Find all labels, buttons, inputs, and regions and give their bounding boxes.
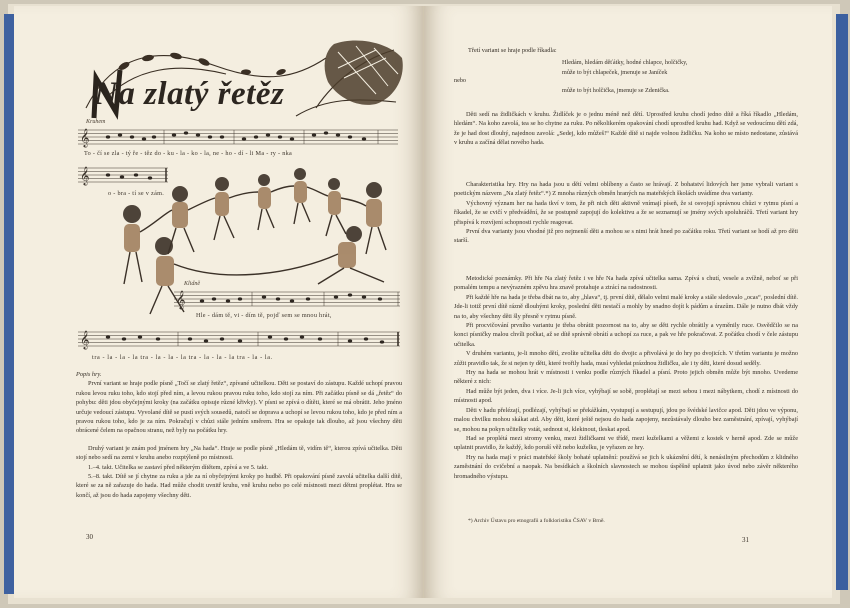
music-notation: [78, 126, 398, 148]
page-title: Na zlatý řetěz: [94, 76, 285, 112]
paragraph: Výchovný význam her na hada tkví v tom, že při nich děti aktivně vnímají píseň, že si osvojují správnou chůzi v rytmu písní a říkadel, že se cvičí v předvádění, že se postupně zapojují do kolektivu a že se seznamují se jmény svých spoluhráčů. Třetí variant hry přispívá k rozvíjení schopnosti rychle reagovat.: [454, 199, 798, 226]
paragraph: 1.–4. takt. Učitelka se zastaví před některým dítětem, zpívá a ve 5. takt.: [88, 463, 269, 471]
paragraph: První dva varianty jsou vhodné již pro nejmenší děti a mohou se s nimi hrát hned po začátku roku. Třetí variant se hodí až pro děti starší.: [454, 228, 798, 245]
right-page-text-top: [454, 110, 798, 148]
paragraph: Při procvičování prvního variantu je třeba obrátit pozornost na to, aby se děti rychle obrátily a vyměnily ruce. Osvědčilo se na konci písničky malou chvíli počkat, až se dítě správně obrátí a uchopí za ruce, a pak ve hře pokračovat. Z počátku chodí v čele zástupu učitelka.: [454, 322, 798, 348]
tempo-mark-2: Klidně: [184, 281, 200, 287]
right-page: [424, 6, 832, 598]
tempo-mark: Kruhem: [86, 119, 106, 125]
paragraph: První variant se hraje podle písně „Točí se zlatý řetěz“, zpívané učitelkou. Děti se postaví do zástupu. Každé uchopí pravou rukou levou ruku toho, kdo stojí před ním, a levou rukou pravou ruku toho, kdo stojí za ním. Při začátku písně se dá „řetěz“ do pohybu: děti jdou obyčejnými kroky (na začátku opisuje různé křivky). V písni se zpívá o dítěti, které se má obrátit. Jeho jméno určuje vedoucí zástupu. Vyvolané dítě se pustí svých sousedů, natočí se doprava a uchopí se levou rukou toho, kdo je před ním a pravou rukou toho, kdo je za ním. Pokračují v chůzi stále jedním směrem. Hra se opakuje tak dlouho, až jsou všechny děti obrácené čelem na opačnou stranu, než byly na počátku hry.: [76, 380, 402, 435]
rhyme-verse: [562, 58, 782, 77]
book-cover-right-edge: [836, 14, 848, 590]
left-page-text: [76, 370, 402, 500]
svg-text:𝄞: 𝄞: [176, 290, 186, 309]
paragraph: Děti v hadu přelézají, podlézají, vyhýbají se překážkám, vystupují a sestupují, jdou po švédské lavičce apod. Děti jdou ve výponu, malou chvilku mohou skákat atd. Aby děti, které ještě nejsou do hada zapojeny, nezůstávaly dlouho bez zaměstnání, zpívají, vyhýbají se, mohou na pokyn učitelky vstát, sednout si, klekinout, tleskat apod.: [454, 406, 798, 433]
footnote: *) Archiv Ústavu pro etnografii a folkloristiku ČSAV v Brně.: [468, 518, 605, 524]
svg-text:𝄞: 𝄞: [80, 330, 90, 349]
music-staff-3: [174, 281, 400, 310]
music-staff-1: [78, 119, 398, 148]
paragraph: Při každé hře na hada je třeba dbát na to, aby „hlava“, tj. první dítě, dělalo velmi malé kroky a stále sledovalo „ocas“, poslední dítě. Jde-li totiž první dítě rázně dlouhými kroky, poslední děti nestačí a mohly by snadno dojít k pádům a úrazům. Dále je nutno dbát vždy na to, aby všechny děti šly přesně v rytmu písně.: [454, 293, 798, 320]
paragraph: Metodické poznámky. Při hře Na zlatý řetěz i ve hře Na hada zpívá učitelka sama. Zpívá s chutí, vesele a zvížně, neboť se při pomalém tempu a nevýrazném zpěvu hra znavě protahuje a ztrácí na radostnosti.: [454, 275, 798, 292]
svg-text:𝄞: 𝄞: [80, 128, 90, 147]
music-notation: [78, 328, 400, 350]
verse-or: nebo: [454, 77, 467, 84]
right-intro: [468, 46, 788, 55]
right-page-text-middle: [454, 180, 798, 246]
right-page-text-bottom: [454, 274, 798, 481]
svg-text:𝄞: 𝄞: [80, 166, 90, 185]
lyrics-line-4: tra - la - la - la tra - la - la - la tra - la - la - la tra - la - la.: [92, 354, 273, 361]
lyrics-line-1: To - čí se zla - tý ře - těz do - ku - la - ko - la, ne - ho - dí - li Ma - ry - nka: [84, 150, 293, 157]
lyrics-line-3: Hle - dám tě, vi - dím tě, pojď sem se mnou hrát,: [196, 312, 332, 319]
page-number-left: 30: [86, 533, 93, 541]
paragraph: Had může být jeden, dva i více. Je-li jich více, vyhýbají se sobě, proplétají se mezi sebou i mezi nábytkem, chodí z místnosti do místnosti apod.: [454, 387, 798, 405]
page-number-right: 31: [742, 536, 749, 544]
section-heading: Popis hry.: [76, 371, 102, 378]
paragraph: Děti sedí na židličkách v kruhu. Židlíček je o jednu méně než dětí. Uprostřed kruhu chodí jedno dítě a říká říkadlo „Hledám, hledám“. Na koho zavolá, tea se ho chytne za ruku. Po několikerém opakování chodí uprostřed kruhu had. Když se vedoucímu dětí zdá, že je had dost dlouhý, najednou zavolá: „Sedej, kdo můžeš!“ Každé dítě si najde volnou židličku. Na koho se místo nedostane, zůstává v kruhu a začíná dělat nového hada.: [454, 111, 798, 147]
paragraph: Hry na hada mají v práci mateřské školy bohaté uplatnění: používá se jich k ukáznění dětí, k nenásilným přechodům z klidného zaměstnání do cvičební a naopak. Na besídkách a školních slavnostech se mohou úspěšně uplatnit jako úvod nebo závěr některého hromadného výstupu.: [454, 453, 798, 480]
verse-line: může to být chlapeček, jmenuje se Janíček: [562, 68, 668, 76]
paragraph: Hry na hada se mohou hrát v místnosti i venku podle různých říkadel a písní. Proto jejich obměn může být mnoho. Uvedeme některé z nich:: [454, 369, 798, 386]
lyrics-line-2: o - bra - tí se v zám.: [108, 190, 165, 197]
title-ornament: [76, 38, 406, 124]
paragraph: Třetí variant se hraje podle říkadla:: [468, 47, 557, 54]
verse-line: Hledám, hledám děťátky, hodné chlapce, holčičky,: [562, 59, 688, 66]
verse-line: může to být holčička, jmenuje se Zdenička.: [562, 87, 670, 94]
left-page: [14, 6, 424, 598]
paragraph: Charakteristika hry. Hry na hada jsou u dětí velmi oblíbeny a často se hrávají. Z bohatství lidových her jsme vybrali variant s poetickým názvem „Na zlatý řetěz“.*) Z mnoha různých obměn hraných na mateřských školách uvádíme dva varianty.: [454, 181, 798, 198]
paragraph: Had se proplétá mezi stromy venku, mezi židličkami ve třídě, mezi kuželkami a věžemi z kostek v herně apod. Zde se může uplatnit pravidlo, že každý, kdo poruší věž nebo kuželku, je vyřazen ze hry.: [454, 434, 798, 452]
paragraph: Druhý variant je znám pod jménem hry „Na hada“. Hraje se podle písně „Hledám tě, vidím tě“, kterou zpívá učitelka. Děti stojí nebo sedí na zemi v kruhu anebo rozptýleně po místnosti.: [76, 444, 402, 462]
paragraph: 5.–8. takt. Dítě se jí chytne za ruku a jde za ní obyčejnými kroky po hudbě. Při opakování písně zavolá učitelka další dítě, které se za ně zařazuje do hada. Had může chodit uvnitř kruhu, vně kruhu nebo po celé místnosti mezi dětmi proplétat. Hra se končí, až jsou do hada zapojeny všechny děti.: [76, 473, 402, 499]
paragraph: V druhém variantu, je-li mnoho dětí, zvolíte učitelka děti do dvojic a přivolává je do hry po dvojicích. V třetím variantu je možno zůžit pravidlo tak, že si nejen ty děti, které tvořily hada, musí vyhledat prázdnou židličku, ale i ty děti, které dosud seděly.: [454, 350, 798, 367]
music-notation: [174, 288, 400, 310]
music-staff-4: [78, 328, 400, 350]
